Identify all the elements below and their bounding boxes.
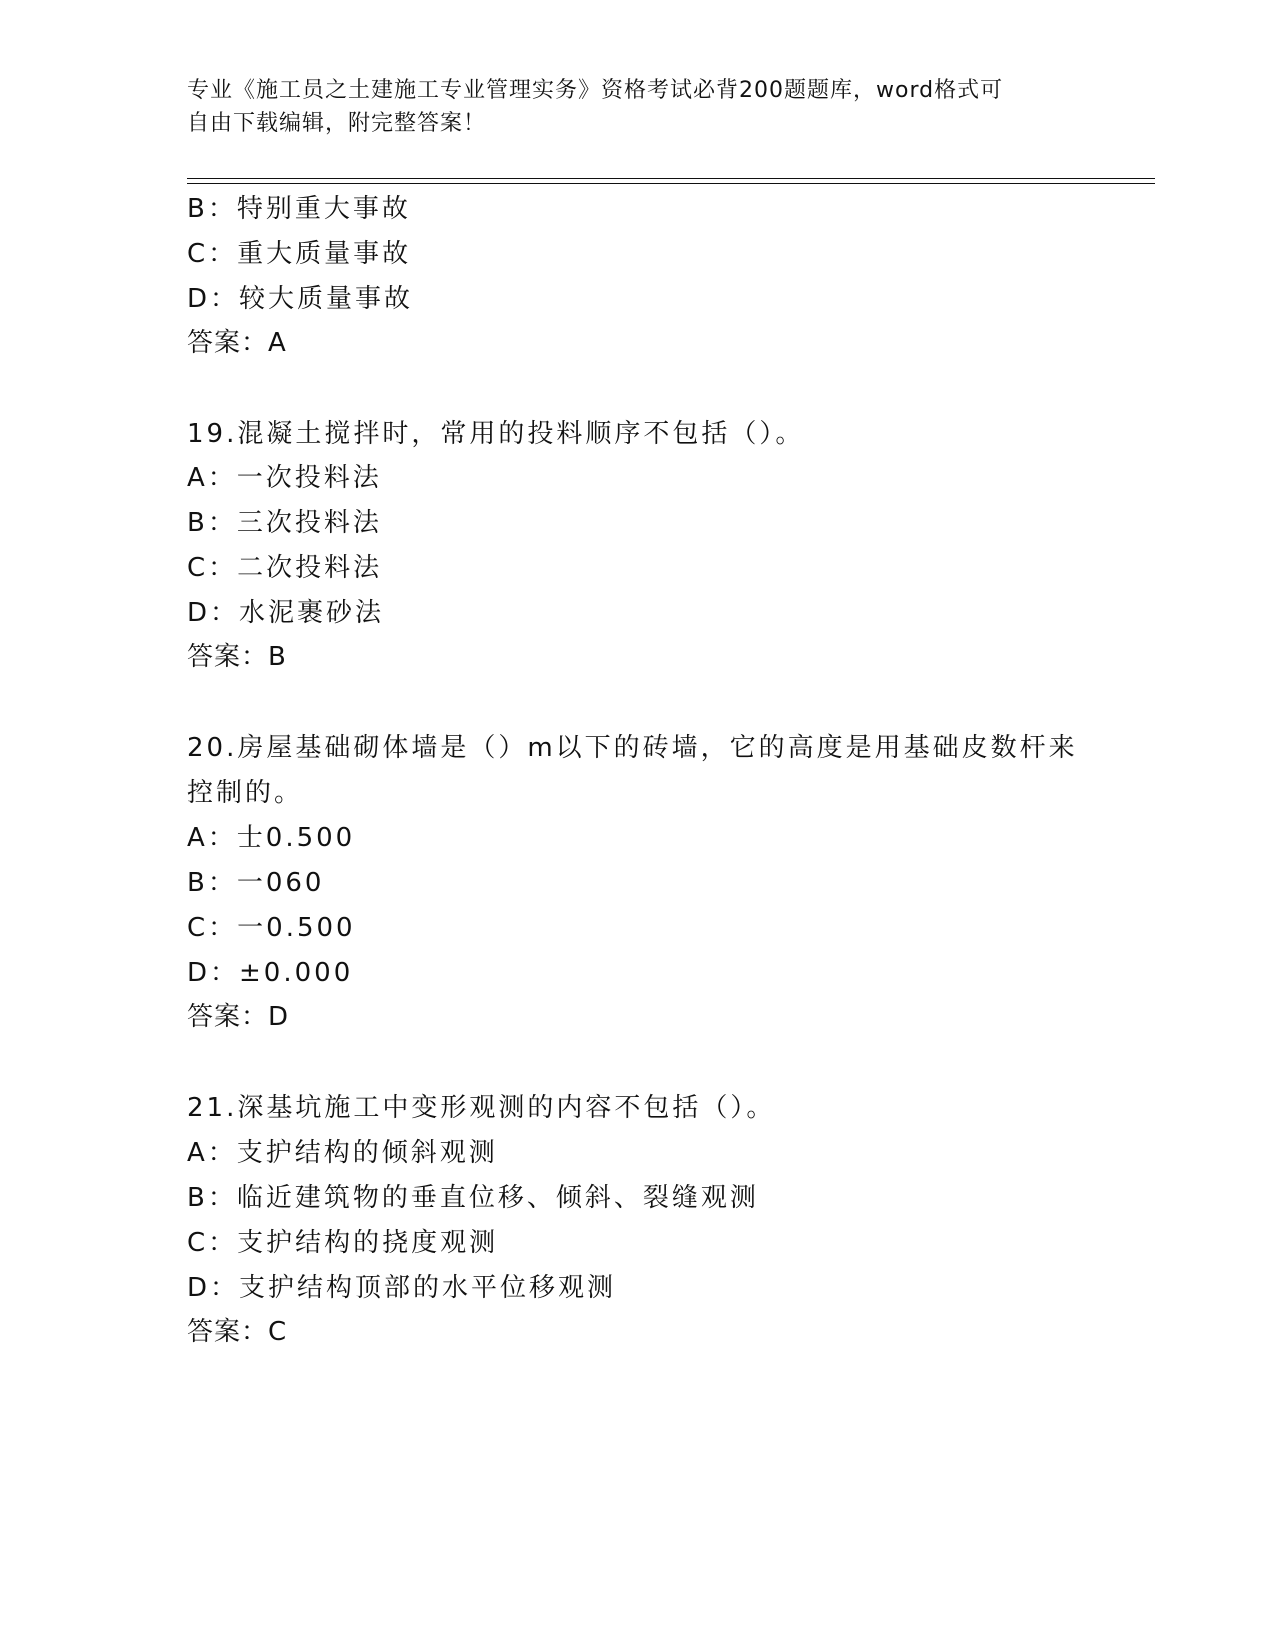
option-b: B：特别重大事故 [187, 194, 411, 224]
option-c: C：一0.500 [187, 913, 356, 943]
option-d: D：水泥裹砂法 [187, 598, 385, 628]
option-a: A：支护结构的倾斜观测 [187, 1138, 498, 1168]
option-a: A：一次投料法 [187, 463, 382, 493]
question-21: 21.深基坑施工中变形观测的内容不包括（）。 [187, 1093, 776, 1123]
header-divider-bottom [187, 183, 1155, 184]
answer-line: 答案：B [187, 642, 287, 672]
option-c: C：支护结构的挠度观测 [187, 1228, 499, 1258]
answer-line: 答案：D [187, 1002, 290, 1032]
option-b: B：临近建筑物的垂直位移、倾斜、裂缝观测 [187, 1183, 759, 1213]
header-divider-top [187, 178, 1155, 179]
option-b: B：三次投料法 [187, 508, 382, 538]
header-line-1: 专业《施工员之土建施工专业管理实务》资格考试必背200题题库，word格式可 [187, 78, 1004, 103]
option-b: B：一060 [187, 868, 325, 898]
option-c: C：二次投料法 [187, 553, 383, 583]
option-a: A：士0.500 [187, 823, 356, 853]
option-d: D：较大质量事故 [187, 284, 414, 314]
answer-line: 答案：C [187, 1317, 288, 1347]
option-c: C：重大质量事故 [187, 239, 412, 269]
answer-line: 答案：A [187, 328, 287, 358]
option-d: D：±0.000 [187, 958, 354, 988]
question-19: 19.混凝土搅拌时，常用的投料顺序不包括（）。 [187, 419, 805, 449]
header-line-2: 自由下载编辑，附完整答案！ [187, 111, 487, 136]
page-header [187, 74, 1067, 140]
question-20-line-2: 控制的。 [187, 778, 304, 808]
question-20-line-1: 20.房屋基础砌体墙是（）m以下的砖墙，它的高度是用基础皮数杆来 [187, 733, 1078, 763]
option-d: D：支护结构顶部的水平位移观测 [187, 1273, 617, 1303]
